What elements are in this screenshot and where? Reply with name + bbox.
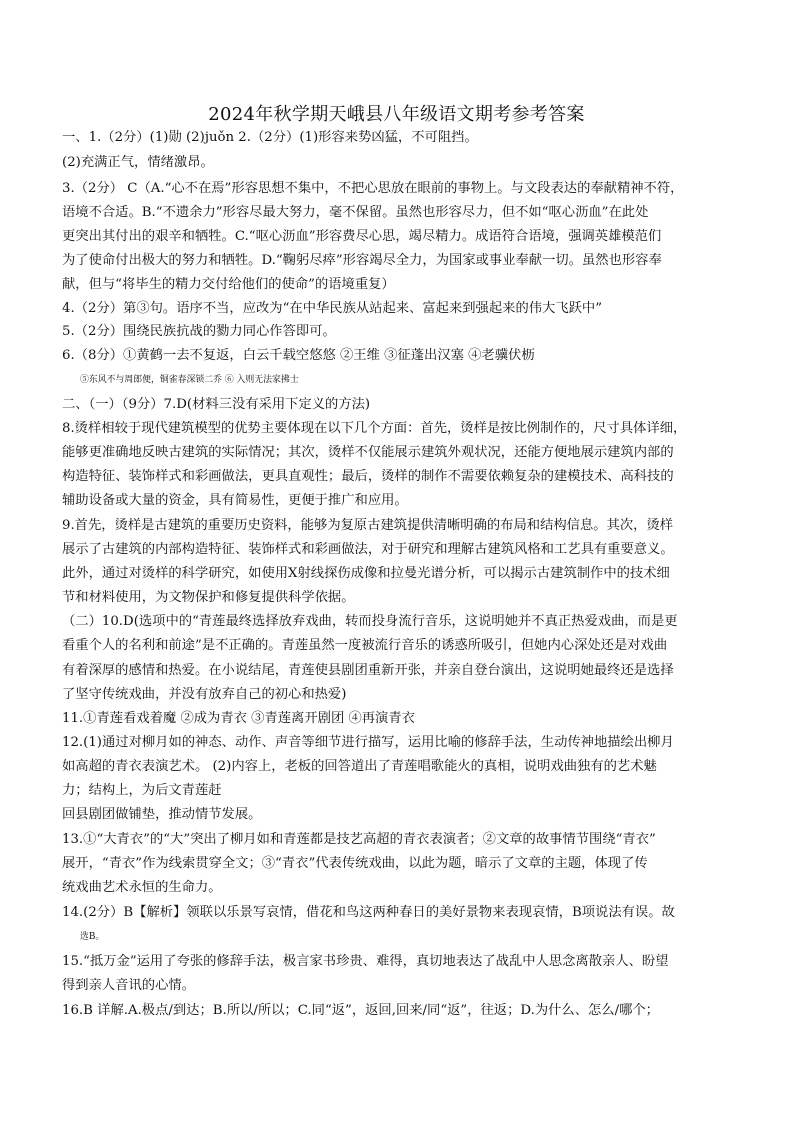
text-line: 4.（2分）第③句。语序不当，应改为“在中华民族从站起来、富起来到强起来的伟大飞跃中” xyxy=(62,301,603,316)
text-line: 一、1.（2分）(1)勋 (2)juǒn 2.（2分）(1)形容来势凶猛，不可阻挡。 xyxy=(62,130,478,145)
text-line: 节和材料使用，为文物保护和修复提供科学依据。 xyxy=(62,590,355,605)
page-title: 2024年秋学期天峨县八年级语文期考参考答案 xyxy=(208,104,585,125)
text-line: 为了使命付出极大的努力和牺牲。D.“鞠躬尽瘁”形容竭尽全力，为国家或事业奉献一切。虽然也形容奉 xyxy=(62,253,662,268)
text-line: 能够更准确地反映古建筑的实际情况；其次，烫样不仅能展示建筑外观状况，还能方便地展示建筑内部的 xyxy=(62,445,674,460)
text-line: 3.（2分） C（A.“心不在焉”形容思想不集中，不把心思放在眼前的事物上。与文段表达的奉献精神不符， xyxy=(62,181,684,196)
text-line: 12.(1)通过对柳月如的神态、动作、声音等细节进行描写，运用比喻的修辞手法，生动传神地描绘出柳月 xyxy=(62,735,674,750)
text-line: 力；结构上，为后文青莲赶 xyxy=(62,783,222,798)
text-line: 14.(2分）B【解析】领联以乐景写哀情，借花和鸟这两种春日的美好景物来表现哀情，B项说法有误。故 xyxy=(62,905,675,920)
text-line: 9.首先，烫样是古建筑的重要历史资料，能够为复原古建筑提供清晰明确的布局和结构信息。其次，烫样 xyxy=(62,518,674,533)
text-line: 语境不合适。B.“不遗余力”形容尽最大努力，毫不保留。虽然也形容尽力，但不如“呕心沥血”在此处 xyxy=(62,205,649,220)
text-line: 回县剧团做铺垫，推动情节发展。 xyxy=(62,807,262,822)
text-line: 献，但与“将毕生的精力交付给他们的使命”的语境重复） xyxy=(62,277,395,292)
text-line: ⑤东风不与周郎便，铜雀春深锁二乔 ⑥ 入则无法家拂士 xyxy=(80,375,299,385)
text-line: 8.烫样相较于现代建筑模型的优势主要体现在以下几个方面：首先，烫样是按比例制作的，尺寸具体详细， xyxy=(62,421,687,436)
text-line: 15.“抵万金”运用了夸张的修辞手法，极言家书珍贵、难得，真切地表达了战乱中人思念离散亲人、盼望 xyxy=(62,954,669,969)
text-line: 13.①“大青衣”的“大”突出了柳月如和青莲都是技艺高超的青衣表演者；②文章的故事情节围绕“青衣” xyxy=(62,832,656,847)
text-line: 得到亲人音讯的心情。 xyxy=(62,978,195,993)
text-line: 了坚守传统戏曲，并没有放弃自己的初心和热爱) xyxy=(62,687,347,702)
text-line: 展示了古建筑的内部构造特征、装饰样式和彩画做法，对于研究和理解古建筑风格和工艺具有重要意义。 xyxy=(62,542,674,557)
text-line: 如高超的青衣表演艺术。 (2)内容上，老板的回答道出了青莲唱歌能火的真相，说明戏曲独有的艺术魅 xyxy=(62,759,657,774)
text-line: 6.（8分）①黄鹤一去不复返，白云千载空悠悠 ②王维 ③征蓬出汉塞 ④老骥伏枥 xyxy=(62,348,535,363)
text-line: 更突出其付出的艰辛和牺牲。C.“呕心沥血”形容费尽心思，竭尽精力。成语符合语境，强调英雄模范们 xyxy=(62,229,662,244)
text-line: 辅助设备或大量的资金，具有简易性，更便于推广和应用。 xyxy=(62,493,408,508)
text-line: 此外，通过对烫样的科学研究，如使用X射线探伤成像和拉曼光谱分析，可以揭示古建筑制作中的技术细 xyxy=(62,566,670,581)
text-line: 11.①青莲看戏着魔 ②成为青衣 ③青莲离开剧团 ④再演青衣 xyxy=(62,711,415,726)
text-line: 看重个人的名利和前途”是不正确的。青莲虽然一度被流行音乐的诱惑所吸引，但她内心深处还是对戏曲 xyxy=(62,638,668,653)
text-line: 展开，“青衣”作为线索贯穿全文；③“青衣”代表传统戏曲，以此为题，暗示了文章的主题，体现了传 xyxy=(62,856,648,871)
text-line: (2)充满正气，情绪激昂。 xyxy=(62,155,214,170)
text-line: （二）10.D(选项中的“青莲最终选择放弃戏曲，转而投身流行音乐，这说明她并不真正热爱戏曲，而是更 xyxy=(62,614,678,629)
text-line: 构造特征、装饰样式和彩画做法，更具直观性；最后，烫样的制作不需要依赖复杂的建模技术、高科技的 xyxy=(62,469,674,484)
text-line: 选B。 xyxy=(80,932,105,942)
text-line: 有着深厚的感情和热爱。在小说结尾，青莲使县剧团重新开张，并亲自登台演出，这说明她最终还是选择 xyxy=(62,663,674,678)
text-line: 统戏曲艺术永恒的生命力。 xyxy=(62,880,222,895)
text-line: 二、（一）（9分）7.D(材料三没有采用下定义的方法) xyxy=(62,397,371,412)
text-line: 16.B 详解.A.极点/到达；B.所以/所以；C.同“返”，返回,回来/同“返”，往返；D.为什么、怎么/哪个； xyxy=(62,1003,659,1018)
text-line: 5.（2分）围绕民族抗战的勠力同心作答即可。 xyxy=(62,324,336,339)
